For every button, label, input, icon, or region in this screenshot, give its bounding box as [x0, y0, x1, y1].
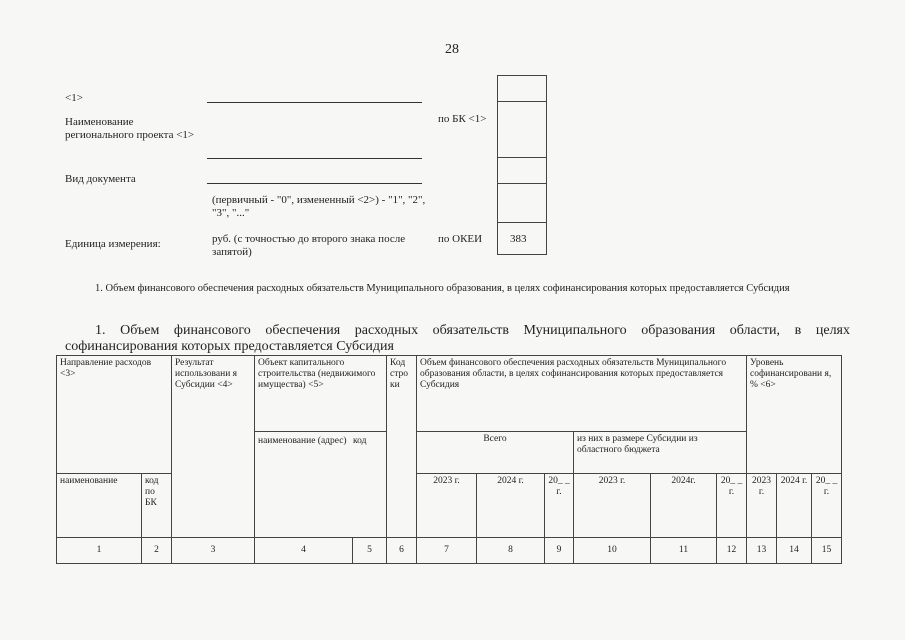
section-heading-large: 1. Объем финансового обеспечения расходных обязательств Муниципального образования области, в целях софинансирования которых предоставляется Субсидия — [65, 323, 850, 354]
header-total: Всего — [417, 432, 574, 474]
header-direction: Направление расходов <3> — [57, 356, 172, 474]
year-total-1: 2023 г. — [417, 474, 477, 538]
col-num-10: 10 — [574, 538, 651, 564]
header-object-code: код — [353, 436, 367, 446]
project-label: Наименование регионального проекта <1> — [65, 116, 195, 141]
code-box-doc-type — [497, 183, 547, 223]
year-level-1: 2023 г. — [747, 474, 777, 538]
column-number-row — [57, 538, 842, 564]
code-box-bk — [497, 101, 547, 158]
code-box-3 — [497, 157, 547, 184]
header-object: Объект капитального строительства (недвижимого имущества) <5> — [255, 356, 387, 432]
subsidy-table — [56, 355, 842, 564]
col-num-8: 8 — [477, 538, 545, 564]
col-num-15: 15 — [812, 538, 842, 564]
col-num-1: 1 — [57, 538, 142, 564]
header-object-name: наименование (адрес) — [258, 436, 347, 446]
col-num-13: 13 — [747, 538, 777, 564]
header-result: Результат использовани я Субсидии <4> — [172, 356, 255, 538]
year-total-2: 2024 г. — [477, 474, 545, 538]
year-level-3: 20_ _ г. — [812, 474, 842, 538]
year-total-3: 20_ _ г. — [545, 474, 574, 538]
doc-type-hint: (первичный - "0", измененный <2>) - "1", "2", "3", "..." — [212, 194, 426, 219]
header-level: Уровень софинансировани я, % <6> — [747, 356, 842, 474]
header-row-code: Код стро ки — [387, 356, 417, 538]
page-number: 28 — [445, 42, 459, 57]
header-object-detail — [255, 432, 387, 538]
doc-type-line — [207, 183, 422, 184]
footnote-1: <1> — [65, 92, 83, 104]
header-bk-code: код по БК — [142, 474, 172, 538]
col-num-2: 2 — [142, 538, 172, 564]
col-num-5: 5 — [353, 538, 387, 564]
year-level-2: 2024 г. — [777, 474, 812, 538]
col-num-6: 6 — [387, 538, 417, 564]
col-num-14: 14 — [777, 538, 812, 564]
header-volume: Объем финансового обеспечения расходных обязательств Муниципального образования области, в целях софинансирования которых предоставляется Субсидия — [417, 356, 747, 432]
year-subsidy-2: 2024г. — [651, 474, 717, 538]
okei-label: по ОКЕИ — [438, 233, 483, 245]
project-line-top — [207, 102, 422, 103]
section-heading-small: 1. Объем финансового обеспечения расходных обязательств Муниципального образования, в целях софинансирования которых предоставляется Субсидия — [95, 283, 790, 294]
header-of-which: из них в размере Субсидии из областного бюджета — [574, 432, 747, 474]
doc-type-label: Вид документа — [65, 173, 136, 185]
year-subsidy-1: 2023 г. — [574, 474, 651, 538]
col-num-12: 12 — [717, 538, 747, 564]
unit-label: Единица измерения: — [65, 238, 161, 250]
code-box-1 — [497, 75, 547, 102]
project-line-bottom — [207, 158, 422, 159]
col-num-4: 4 — [255, 538, 353, 564]
col-num-3: 3 — [172, 538, 255, 564]
unit-value: руб. (с точностью до второго знака после запятой) — [212, 233, 406, 258]
year-subsidy-3: 20_ _ г. — [717, 474, 747, 538]
col-num-11: 11 — [651, 538, 717, 564]
bk-label: по БК <1> — [438, 113, 487, 125]
okei-value: 383 — [510, 233, 527, 245]
col-num-9: 9 — [545, 538, 574, 564]
col-num-7: 7 — [417, 538, 477, 564]
header-name: наименование — [57, 474, 142, 538]
